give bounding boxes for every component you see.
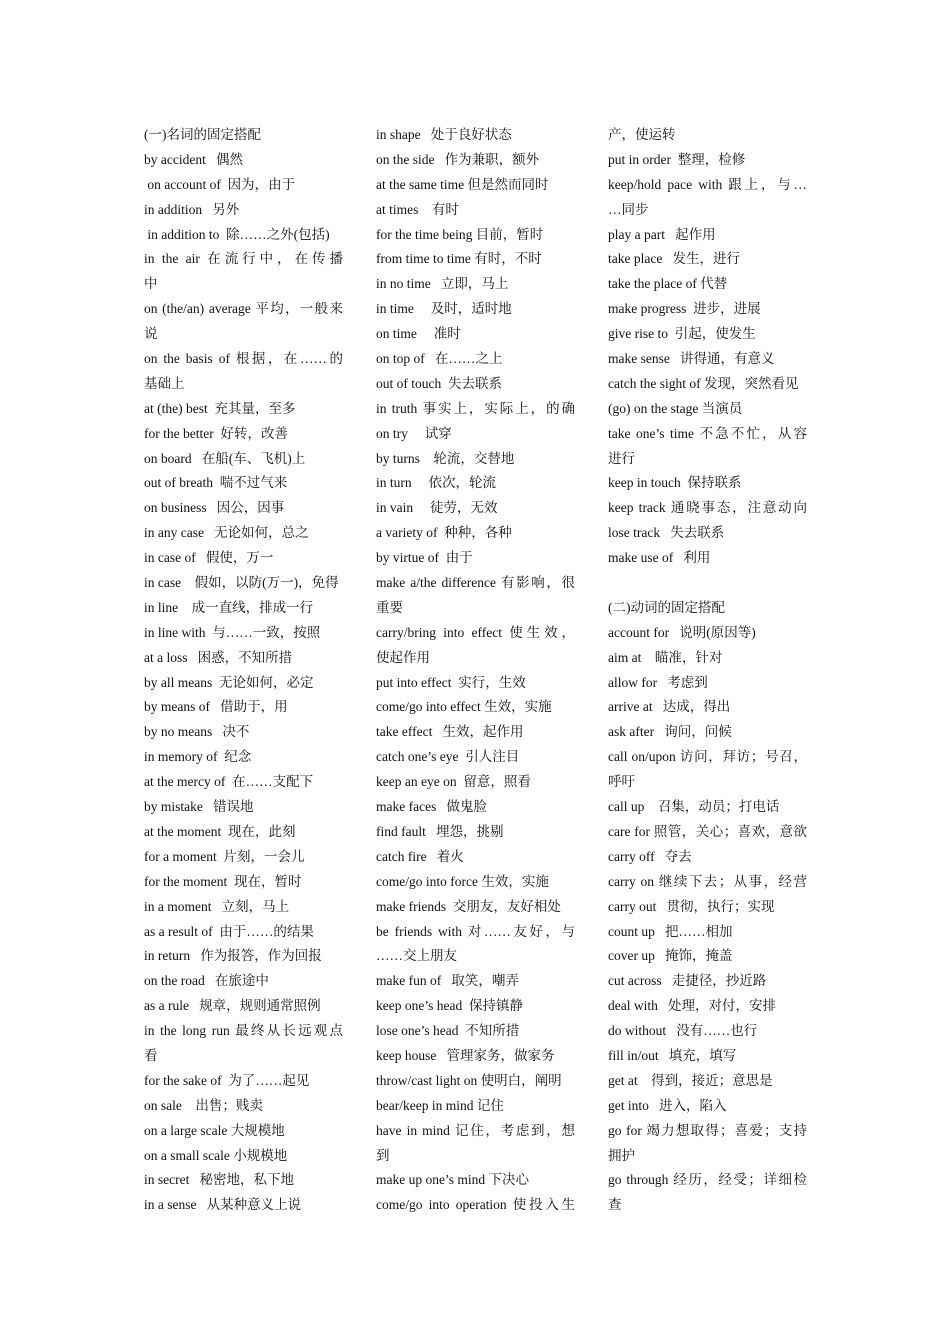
phrase-line: 看 <box>144 1047 158 1063</box>
phrase-line: carry off 夺去 <box>608 848 692 864</box>
phrase-line: 使起作用 <box>376 649 430 665</box>
phrase-line: on top of 在……之上 <box>376 351 503 367</box>
phrase-line: in a moment 立刻，马上 <box>144 898 290 914</box>
phrase-line: on sale 出售；贱卖 <box>144 1097 263 1113</box>
phrase-line: make sense 讲得通，有意义 <box>608 351 775 367</box>
phrase-line: in line with 与……一致，按照 <box>144 624 321 640</box>
phrase-line: by virtue of 由于 <box>376 550 473 566</box>
phrase-line: for a moment 片刻，一会儿 <box>144 848 305 864</box>
phrase-line: in no time 立即，马上 <box>376 276 509 292</box>
phrase-line: in addition to 除……之外(包括) <box>144 226 330 242</box>
phrase-line: ……交上朋友 <box>376 948 457 964</box>
phrase-line: come/go into operation 使投入生 <box>376 1197 575 1213</box>
phrase-line: on a small scale 小规模地 <box>144 1147 288 1163</box>
phrase-line: in secret 秘密地，私下地 <box>144 1172 294 1188</box>
phrase-line <box>608 571 807 596</box>
phrase-line: be friends with 对……友好，与 <box>376 923 575 939</box>
phrase-line: put in order 整理，检修 <box>608 151 746 167</box>
phrase-line: carry on 继续下去；从事，经营 <box>608 873 807 889</box>
phrase-line: on (the/an) average 平均，一般来 <box>144 301 343 317</box>
phrase-line: on business 因公，因事 <box>144 500 285 516</box>
phrase-line: in shape 处于良好状态 <box>376 127 512 142</box>
phrase-line: at times 有时 <box>376 201 459 217</box>
phrase-line: lose track 失去联系 <box>608 525 725 541</box>
phrase-line: find fault 埋怨，挑剔 <box>376 823 504 839</box>
phrase-line: get at 得到，接近；意思是 <box>608 1072 773 1088</box>
phrase-line: come/go into effect 生效，实施 <box>376 699 552 715</box>
phrase-line: at the moment 现在，此刻 <box>144 823 296 839</box>
phrase-line: out of touch 失去联系 <box>376 375 502 391</box>
column-2 <box>376 123 575 1218</box>
phrase-line: a variety of 种种，各种 <box>376 525 512 541</box>
phrase-line: by accident 偶然 <box>144 151 243 167</box>
phrase-line: at the mercy of 在……支配下 <box>144 774 314 790</box>
phrase-line: keep one’s head 保持镇静 <box>376 998 523 1014</box>
phrase-line: give rise to 引起，使发生 <box>608 326 756 342</box>
phrase-line: on account of 因为，由于 <box>144 176 296 192</box>
phrase-line: keep in touch 保持联系 <box>608 475 742 491</box>
phrase-line: in addition 另外 <box>144 201 240 217</box>
phrase-line: bear/keep in mind 记住 <box>376 1097 504 1113</box>
phrase-line: catch one’s eye 引人注目 <box>376 749 520 765</box>
phrase-line: for the better 好转，改善 <box>144 425 288 441</box>
phrase-line: in return 作为报答，作为回报 <box>144 948 322 964</box>
phrase-line: keep track 通晓事态，注意动向 <box>608 500 807 516</box>
phrase-line: …同步 <box>608 201 649 217</box>
phrase-line: for the sake of 为了……起见 <box>144 1072 310 1088</box>
phrase-line: 呼吁 <box>608 774 635 790</box>
phrase-line: cut across 走捷径，抄近路 <box>608 973 767 989</box>
phrase-line: in turn 依次，轮流 <box>376 475 496 491</box>
phrase-line: put into effect 实行，生效 <box>376 674 526 690</box>
phrase-line: by all means 无论如何，必定 <box>144 674 314 690</box>
phrase-line: in line 成一直线，排成一行 <box>144 599 314 615</box>
phrase-line: 进行 <box>608 450 635 466</box>
phrase-line: in the air 在流行中，在传播 <box>144 251 343 267</box>
phrase-line: call up 召集，动员；打电话 <box>608 799 780 815</box>
phrase-line: 拥护 <box>608 1147 635 1163</box>
phrase-line: on the side 作为兼职，额外 <box>376 151 540 167</box>
phrase-line: make up one’s mind 下决心 <box>376 1172 529 1188</box>
phrase-line: in the long run 最终从长远观点 <box>144 1023 343 1039</box>
phrase-line: go for 竭力想取得；喜爱；支持 <box>608 1122 807 1138</box>
phrase-line: 到 <box>376 1147 390 1163</box>
phrase-line: at a loss 困惑，不知所措 <box>144 649 293 665</box>
phrase-line: 基础上 <box>144 375 185 391</box>
phrase-line: in case of 假使，万一 <box>144 550 274 566</box>
phrase-line: in case 假如，以防(万一)，免得 <box>144 575 339 591</box>
phrase-line: from time to time 有时，不时 <box>376 251 542 267</box>
phrase-line: lose one’s head 不知所措 <box>376 1023 520 1039</box>
phrase-line: keep house 管理家务，做家务 <box>376 1047 555 1063</box>
phrase-line: get into 进入，陷入 <box>608 1097 727 1113</box>
phrase-line: do without 没有……也行 <box>608 1023 758 1039</box>
phrase-line: throw/cast light on 使明白，阐明 <box>376 1072 562 1088</box>
phrase-line: as a rule 规章，规则通常照例 <box>144 998 321 1014</box>
phrase-line: count up 把……相加 <box>608 923 733 939</box>
phrase-line: take the place of 代替 <box>608 276 728 292</box>
phrase-line: play a part 起作用 <box>608 226 716 242</box>
phrase-line: make friends 交朋友，友好相处 <box>376 898 561 914</box>
phrase-line: make fun of 取笑，嘲弄 <box>376 973 519 989</box>
phrase-line: go through 经历，经受；详细检 <box>608 1172 807 1188</box>
phrase-line: make a/the difference 有影响，很 <box>376 575 575 591</box>
phrase-line: cover up 掩饰，掩盖 <box>608 948 733 964</box>
phrase-line: in memory of 纪念 <box>144 749 252 765</box>
phrase-line: in a sense 从某种意义上说 <box>144 1197 302 1213</box>
column-1 <box>144 123 343 1218</box>
phrase-line: make progress 进步，进展 <box>608 301 761 317</box>
phrase-line: in truth 事实上，实际上，的确 <box>376 400 575 416</box>
phrase-line: (一)名词的固定搭配 <box>144 127 261 142</box>
phrase-line: keep/hold pace with 跟上，与… <box>608 176 807 192</box>
phrase-line: care for 照管，关心；喜欢，意欲 <box>608 823 807 839</box>
phrase-line: (go) on the stage 当演员 <box>608 400 743 416</box>
phrase-line: arrive at 达成，得出 <box>608 699 731 715</box>
phrase-line: allow for 考虑到 <box>608 674 708 690</box>
phrase-line: fill in/out 填充，填写 <box>608 1047 737 1063</box>
phrase-line: carry/bring into effect 使生效， <box>376 624 575 640</box>
phrase-line: ask after 询问，问候 <box>608 724 732 740</box>
phrase-line: call on/upon 访问，拜访；号召， <box>608 749 807 765</box>
phrase-line: out of breath 喘不过气来 <box>144 475 288 491</box>
phrase-line: catch fire 着火 <box>376 848 464 864</box>
phrase-line: have in mind 记住，考虑到，想 <box>376 1122 575 1138</box>
phrase-line: 重要 <box>376 599 403 615</box>
phrase-line: on try 试穿 <box>376 425 452 441</box>
phrase-line: for the time being 目前，暂时 <box>376 226 544 242</box>
phrase-line: by turns 轮流，交替地 <box>376 450 515 466</box>
phrase-line: on the road 在旅途中 <box>144 973 269 989</box>
phrase-line: 说 <box>144 326 158 342</box>
phrase-line: take one’s time 不急不忙，从容 <box>608 425 807 441</box>
phrase-line: by mistake 错误地 <box>144 799 254 815</box>
phrase-line: on time 准时 <box>376 326 461 342</box>
phrase-line: make faces 做鬼脸 <box>376 799 487 815</box>
phrase-line: take effect 生效，起作用 <box>376 724 524 740</box>
phrase-line: at (the) best 充其量，至多 <box>144 400 296 416</box>
phrase-line: by means of 借助于，用 <box>144 699 288 715</box>
phrase-line: make use of 利用 <box>608 550 711 566</box>
phrase-line: catch the sight of 发现，突然看见 <box>608 375 799 391</box>
phrase-line: as a result of 由于……的结果 <box>144 923 314 939</box>
phrase-line: on a large scale 大规模地 <box>144 1122 285 1138</box>
phrase-line: for the moment 现在，暂时 <box>144 873 302 889</box>
phrase-line: take place 发生，进行 <box>608 251 740 267</box>
phrase-line: 产，使运转 <box>608 127 676 142</box>
phrase-line: aim at 瞄准，针对 <box>608 649 723 665</box>
phrase-line: account for 说明(原因等) <box>608 624 756 640</box>
phrase-line: in vain 徒劳，无效 <box>376 500 498 516</box>
column-3 <box>608 123 807 1218</box>
phrase-line: on board 在船(车、飞机)上 <box>144 450 306 466</box>
phrase-line: in time 及时，适时地 <box>376 301 512 317</box>
phrase-line: by no means 决不 <box>144 724 250 740</box>
phrase-line: at the same time 但是然而同时 <box>376 176 549 192</box>
phrase-line: in any case 无论如何，总之 <box>144 525 309 541</box>
phrase-line: come/go into force 生效，实施 <box>376 873 549 889</box>
phrase-line: (二)动词的固定搭配 <box>608 599 725 615</box>
phrase-line: 中 <box>144 276 158 292</box>
phrase-line: keep an eye on 留意，照看 <box>376 774 531 790</box>
phrase-line: on the basis of 根据，在……的 <box>144 351 343 367</box>
phrase-line: carry out 贯彻，执行；实现 <box>608 898 775 914</box>
phrase-line: 查 <box>608 1197 622 1213</box>
phrase-line: deal with 处理，对付，安排 <box>608 998 776 1014</box>
